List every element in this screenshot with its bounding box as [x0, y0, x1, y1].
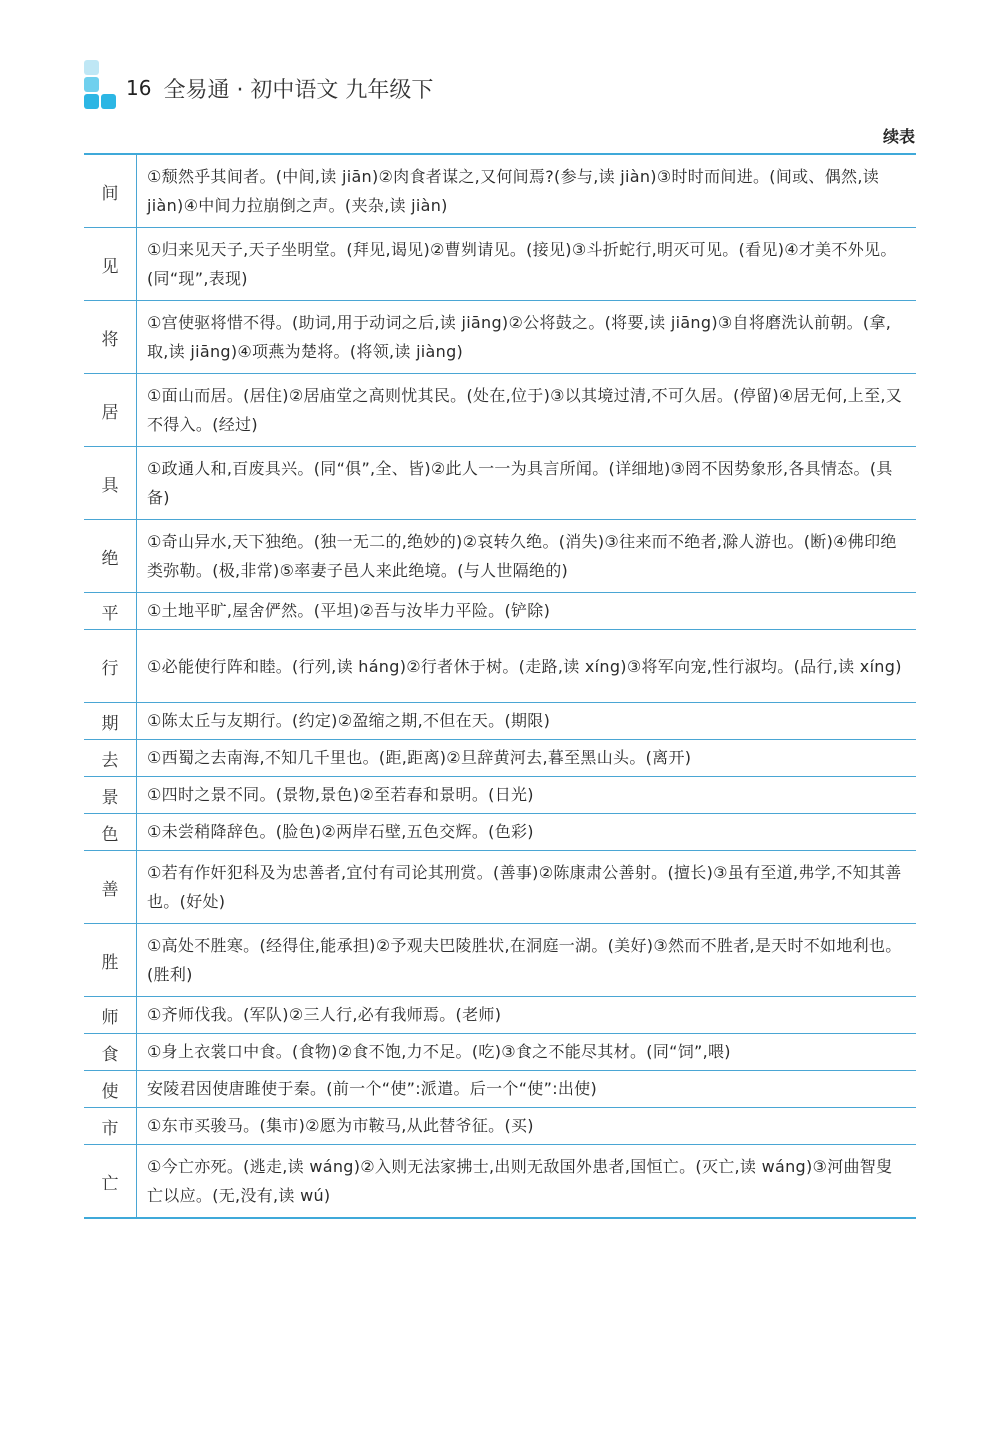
row-definition: ①西蜀之去南海,不知几千里也。(距,距离)②旦辞黄河去,暮至黑山头。(离开) [147, 748, 692, 767]
row-character: 间 [84, 155, 137, 227]
row-character: 市 [84, 1108, 137, 1144]
row-definition: ①高处不胜寒。(经得住,能承担)②予观夫巴陵胜状,在洞庭一湖。(美好)③然而不胜者,是天时不如地利也。(胜利) [147, 936, 902, 984]
table-row [84, 300, 916, 373]
row-definition: ①四时之景不同。(景物,景色)②至若春和景明。(日光) [147, 785, 534, 804]
book-title: 全易通 · 初中语文 九年级下 [163, 77, 434, 103]
table-row [84, 813, 916, 850]
table-row [84, 776, 916, 813]
row-character: 期 [84, 703, 137, 739]
row-definition: ①齐师伐我。(军队)②三人行,必有我师焉。(老师) [147, 1005, 502, 1024]
row-definition: ①土地平旷,屋舍俨然。(平坦)②吾与汝毕力平险。(铲除) [147, 601, 551, 620]
row-definition: ①今亡亦死。(逃走,读 wáng)②入则无法家拂士,出则无敌国外患者,国恒亡。(灭亡,读 wáng)③河曲智叟亡以应。(无,没有,读 wú) [147, 1157, 893, 1205]
row-character: 平 [84, 593, 137, 629]
row-character: 亡 [84, 1145, 137, 1217]
row-character: 绝 [84, 520, 137, 592]
table-row [84, 1144, 916, 1217]
table-row [84, 923, 916, 996]
row-definition: ①东市买骏马。(集市)②愿为市鞍马,从此替爷征。(买) [147, 1116, 534, 1135]
table-row [84, 592, 916, 629]
table-row [84, 373, 916, 446]
logo-square-icon [84, 60, 99, 75]
row-character: 师 [84, 997, 137, 1033]
row-definition: ①必能使行阵和睦。(行列,读 háng)②行者休于树。(走路,读 xíng)③将军向宠,性行淑均。(品行,读 xíng) [147, 656, 902, 676]
row-character: 居 [84, 374, 137, 446]
row-definition: ①身上衣裳口中食。(食物)②食不饱,力不足。(吃)③食之不能尽其材。(同“饲”,喂) [147, 1042, 731, 1061]
book-logo-icon [84, 60, 118, 110]
table-row [84, 519, 916, 592]
table-row [84, 629, 916, 702]
logo-square-icon [84, 94, 99, 109]
table-row [84, 1033, 916, 1070]
row-definition: ①陈太丘与友期行。(约定)②盈缩之期,不但在天。(期限) [147, 711, 551, 730]
row-definition: ①政通人和,百废具兴。(同“俱”,全、皆)②此人一一为具言所闻。(详细地)③罔不因势象形,各具情态。(具备) [147, 459, 893, 507]
row-character: 去 [84, 740, 137, 776]
table-row [84, 996, 916, 1033]
row-definition: ①宫使驱将惜不得。(助词,用于动词之后,读 jiāng)②公将鼓之。(将要,读 jiāng)③自将磨洗认前朝。(拿,取,读 jiāng)④项燕为楚将。(将领,读 jiàng) [147, 313, 892, 361]
continued-label: 续表 [882, 127, 915, 146]
table-row [84, 1107, 916, 1144]
page-number: 16 [126, 76, 152, 100]
table-row [84, 850, 916, 923]
logo-square-icon [101, 94, 116, 109]
row-character: 胜 [84, 924, 137, 996]
logo-square-icon [84, 77, 99, 92]
row-character: 食 [84, 1034, 137, 1070]
row-character: 将 [84, 301, 137, 373]
row-definition: ①归来见天子,天子坐明堂。(拜见,谒见)②曹刿请见。(接见)③斗折蛇行,明灭可见。(看见)④才美不外见。(同“现”,表现) [147, 240, 897, 288]
row-definition: 安陵君因使唐雎使于秦。(前一个“使”:派遣。后一个“使”:出使) [147, 1079, 598, 1098]
row-definition: ①奇山异水,天下独绝。(独一无二的,绝妙的)②哀转久绝。(消失)③往来而不绝者,滁人游也。(断)④佛印绝类弥勒。(极,非常)⑤率妻子邑人来此绝境。(与人世隔绝的) [147, 532, 897, 580]
table-row [84, 227, 916, 300]
row-character: 色 [84, 814, 137, 850]
row-character: 具 [84, 447, 137, 519]
row-character: 景 [84, 777, 137, 813]
row-character: 行 [84, 630, 137, 702]
table-row [84, 702, 916, 739]
table-row [84, 155, 916, 227]
row-definition: ①未尝稍降辞色。(脸色)②两岸石壁,五色交辉。(色彩) [147, 822, 534, 841]
table-row [84, 446, 916, 519]
table-row [84, 1070, 916, 1107]
row-definition: ①颓然乎其间者。(中间,读 jiān)②肉食者谋之,又何间焉?(参与,读 jiàn)③时时而间进。(间或、偶然,读 jiàn)④中间力拉崩倒之声。(夹杂,读 jiàn) [147, 167, 880, 215]
row-definition: ①若有作奸犯科及为忠善者,宜付有司论其刑赏。(善事)②陈康肃公善射。(擅长)③虽有至道,弗学,不知其善也。(好处) [147, 863, 902, 911]
row-definition: ①面山而居。(居住)②居庙堂之高则忧其民。(处在,位于)③以其境过清,不可久居。(停留)④居无何,上至,又不得入。(经过) [147, 386, 903, 434]
row-character: 见 [84, 228, 137, 300]
vocabulary-table [84, 153, 916, 1219]
page-header [126, 68, 433, 108]
row-character: 善 [84, 851, 137, 923]
row-character: 使 [84, 1071, 137, 1107]
table-row [84, 739, 916, 776]
